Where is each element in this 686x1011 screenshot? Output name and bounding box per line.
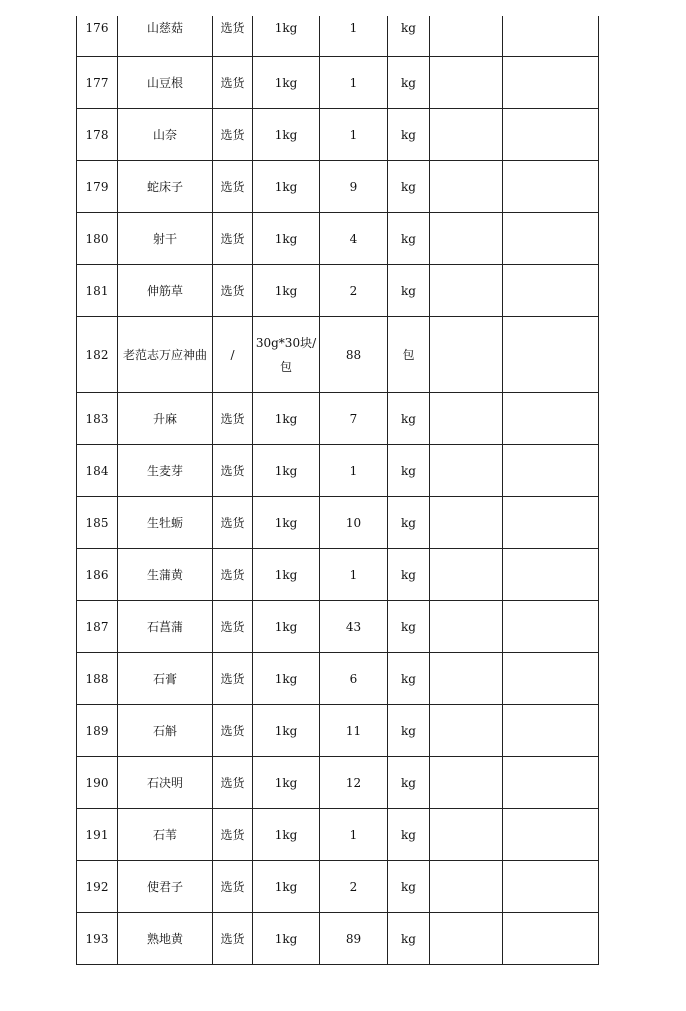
cell-empty [430, 109, 503, 161]
cell-unit: kg [388, 861, 430, 913]
cell-spec: 1kg [253, 601, 320, 653]
table-row [77, 109, 599, 161]
table-row [77, 393, 599, 445]
cell-unit: kg [388, 16, 430, 57]
cell-qty: 1 [320, 445, 388, 497]
cell-qty: 1 [320, 57, 388, 109]
table-row [77, 601, 599, 653]
cell-grade: 选货 [213, 705, 253, 757]
cell-spec: 1kg [253, 549, 320, 601]
cell-empty [430, 161, 503, 213]
cell-grade: 选货 [213, 16, 253, 57]
cell-empty [503, 317, 599, 393]
cell-spec: 1kg [253, 393, 320, 445]
cell-spec: 1kg [253, 265, 320, 317]
cell-unit: 包 [388, 317, 430, 393]
cell-no: 183 [77, 393, 118, 445]
cell-empty [503, 57, 599, 109]
cell-qty: 9 [320, 161, 388, 213]
cell-empty [503, 653, 599, 705]
cell-no: 190 [77, 757, 118, 809]
cell-grade: 选货 [213, 757, 253, 809]
cell-empty [430, 861, 503, 913]
cell-unit: kg [388, 265, 430, 317]
cell-unit: kg [388, 757, 430, 809]
cell-grade: 选货 [213, 445, 253, 497]
cell-empty [503, 757, 599, 809]
cell-spec: 1kg [253, 213, 320, 265]
cell-empty [503, 497, 599, 549]
cell-qty: 43 [320, 601, 388, 653]
cell-qty: 88 [320, 317, 388, 393]
cell-unit: kg [388, 549, 430, 601]
cell-unit: kg [388, 653, 430, 705]
table-row [77, 16, 599, 57]
cell-empty [503, 161, 599, 213]
cell-name: 使君子 [118, 861, 213, 913]
cell-empty [430, 549, 503, 601]
cell-grade: 选货 [213, 497, 253, 549]
cell-qty: 1 [320, 16, 388, 57]
cell-name: 老范志万应神曲 [118, 317, 213, 393]
table-row [77, 757, 599, 809]
table-row [77, 653, 599, 705]
cell-name: 石菖蒲 [118, 601, 213, 653]
cell-no: 189 [77, 705, 118, 757]
cell-spec: 1kg [253, 653, 320, 705]
cell-qty: 2 [320, 861, 388, 913]
cell-empty [503, 705, 599, 757]
table-row [77, 705, 599, 757]
cell-name: 山豆根 [118, 57, 213, 109]
cell-spec: 30g*30块/包 [253, 317, 320, 393]
cell-qty: 2 [320, 265, 388, 317]
cell-qty: 6 [320, 653, 388, 705]
cell-qty: 1 [320, 809, 388, 861]
cell-empty [430, 445, 503, 497]
cell-grade: 选货 [213, 809, 253, 861]
cell-name: 石斛 [118, 705, 213, 757]
cell-empty [430, 16, 503, 57]
cell-no: 177 [77, 57, 118, 109]
cell-empty [430, 265, 503, 317]
cell-empty [430, 913, 503, 965]
cell-grade: 选货 [213, 861, 253, 913]
cell-no: 188 [77, 653, 118, 705]
cell-no: 192 [77, 861, 118, 913]
cell-name: 蛇床子 [118, 161, 213, 213]
cell-name: 熟地黄 [118, 913, 213, 965]
cell-no: 180 [77, 213, 118, 265]
cell-no: 181 [77, 265, 118, 317]
table-row [77, 445, 599, 497]
cell-no: 185 [77, 497, 118, 549]
cell-grade: 选货 [213, 653, 253, 705]
cell-empty [430, 317, 503, 393]
cell-no: 178 [77, 109, 118, 161]
cell-empty [503, 445, 599, 497]
cell-spec: 1kg [253, 861, 320, 913]
cell-name: 生蒲黄 [118, 549, 213, 601]
cell-grade: 选货 [213, 57, 253, 109]
cell-empty [430, 653, 503, 705]
table-row [77, 913, 599, 965]
table-row [77, 809, 599, 861]
cell-empty [503, 213, 599, 265]
cell-name: 山奈 [118, 109, 213, 161]
cell-empty [503, 913, 599, 965]
cell-spec: 1kg [253, 109, 320, 161]
cell-qty: 1 [320, 549, 388, 601]
cell-empty [430, 213, 503, 265]
table-row [77, 265, 599, 317]
cell-no: 187 [77, 601, 118, 653]
cell-empty [503, 809, 599, 861]
cell-grade: / [213, 317, 253, 393]
cell-name: 石膏 [118, 653, 213, 705]
table-row [77, 549, 599, 601]
cell-unit: kg [388, 57, 430, 109]
cell-empty [430, 705, 503, 757]
cell-unit: kg [388, 705, 430, 757]
cell-no: 193 [77, 913, 118, 965]
cell-empty [503, 393, 599, 445]
cell-grade: 选货 [213, 213, 253, 265]
cell-unit: kg [388, 109, 430, 161]
cell-empty [503, 265, 599, 317]
cell-no: 182 [77, 317, 118, 393]
table-row [77, 213, 599, 265]
cell-spec: 1kg [253, 57, 320, 109]
cell-name: 射干 [118, 213, 213, 265]
cell-unit: kg [388, 913, 430, 965]
cell-name: 石决明 [118, 757, 213, 809]
table-row [77, 861, 599, 913]
cell-unit: kg [388, 497, 430, 549]
cell-grade: 选货 [213, 161, 253, 213]
cell-name: 生麦芽 [118, 445, 213, 497]
cell-grade: 选货 [213, 601, 253, 653]
cell-grade: 选货 [213, 393, 253, 445]
cell-unit: kg [388, 161, 430, 213]
cell-empty [503, 16, 599, 57]
cell-qty: 10 [320, 497, 388, 549]
cell-empty [503, 549, 599, 601]
cell-name: 石苇 [118, 809, 213, 861]
cell-qty: 89 [320, 913, 388, 965]
cell-empty [503, 601, 599, 653]
cell-spec: 1kg [253, 161, 320, 213]
cell-empty [430, 393, 503, 445]
cell-qty: 12 [320, 757, 388, 809]
product-table [76, 16, 599, 965]
table-row [77, 57, 599, 109]
cell-grade: 选货 [213, 549, 253, 601]
cell-no: 191 [77, 809, 118, 861]
cell-spec: 1kg [253, 757, 320, 809]
cell-qty: 7 [320, 393, 388, 445]
cell-unit: kg [388, 393, 430, 445]
cell-spec: 1kg [253, 809, 320, 861]
cell-empty [430, 809, 503, 861]
cell-unit: kg [388, 809, 430, 861]
cell-spec: 1kg [253, 705, 320, 757]
cell-empty [430, 601, 503, 653]
cell-empty [430, 757, 503, 809]
table-row [77, 161, 599, 213]
cell-name: 伸筋草 [118, 265, 213, 317]
cell-qty: 4 [320, 213, 388, 265]
cell-spec: 1kg [253, 445, 320, 497]
cell-name: 升麻 [118, 393, 213, 445]
cell-spec: 1kg [253, 913, 320, 965]
cell-grade: 选货 [213, 109, 253, 161]
cell-unit: kg [388, 601, 430, 653]
cell-no: 176 [77, 16, 118, 57]
table-row [77, 317, 599, 393]
cell-grade: 选货 [213, 913, 253, 965]
cell-no: 186 [77, 549, 118, 601]
cell-qty: 11 [320, 705, 388, 757]
cell-no: 184 [77, 445, 118, 497]
cell-no: 179 [77, 161, 118, 213]
cell-empty [503, 109, 599, 161]
cell-empty [503, 861, 599, 913]
cell-qty: 1 [320, 109, 388, 161]
cell-unit: kg [388, 213, 430, 265]
table-row [77, 497, 599, 549]
cell-spec: 1kg [253, 497, 320, 549]
cell-name: 生牡蛎 [118, 497, 213, 549]
cell-empty [430, 57, 503, 109]
cell-empty [430, 497, 503, 549]
cell-spec: 1kg [253, 16, 320, 57]
cell-name: 山慈菇 [118, 16, 213, 57]
cell-unit: kg [388, 445, 430, 497]
cell-grade: 选货 [213, 265, 253, 317]
